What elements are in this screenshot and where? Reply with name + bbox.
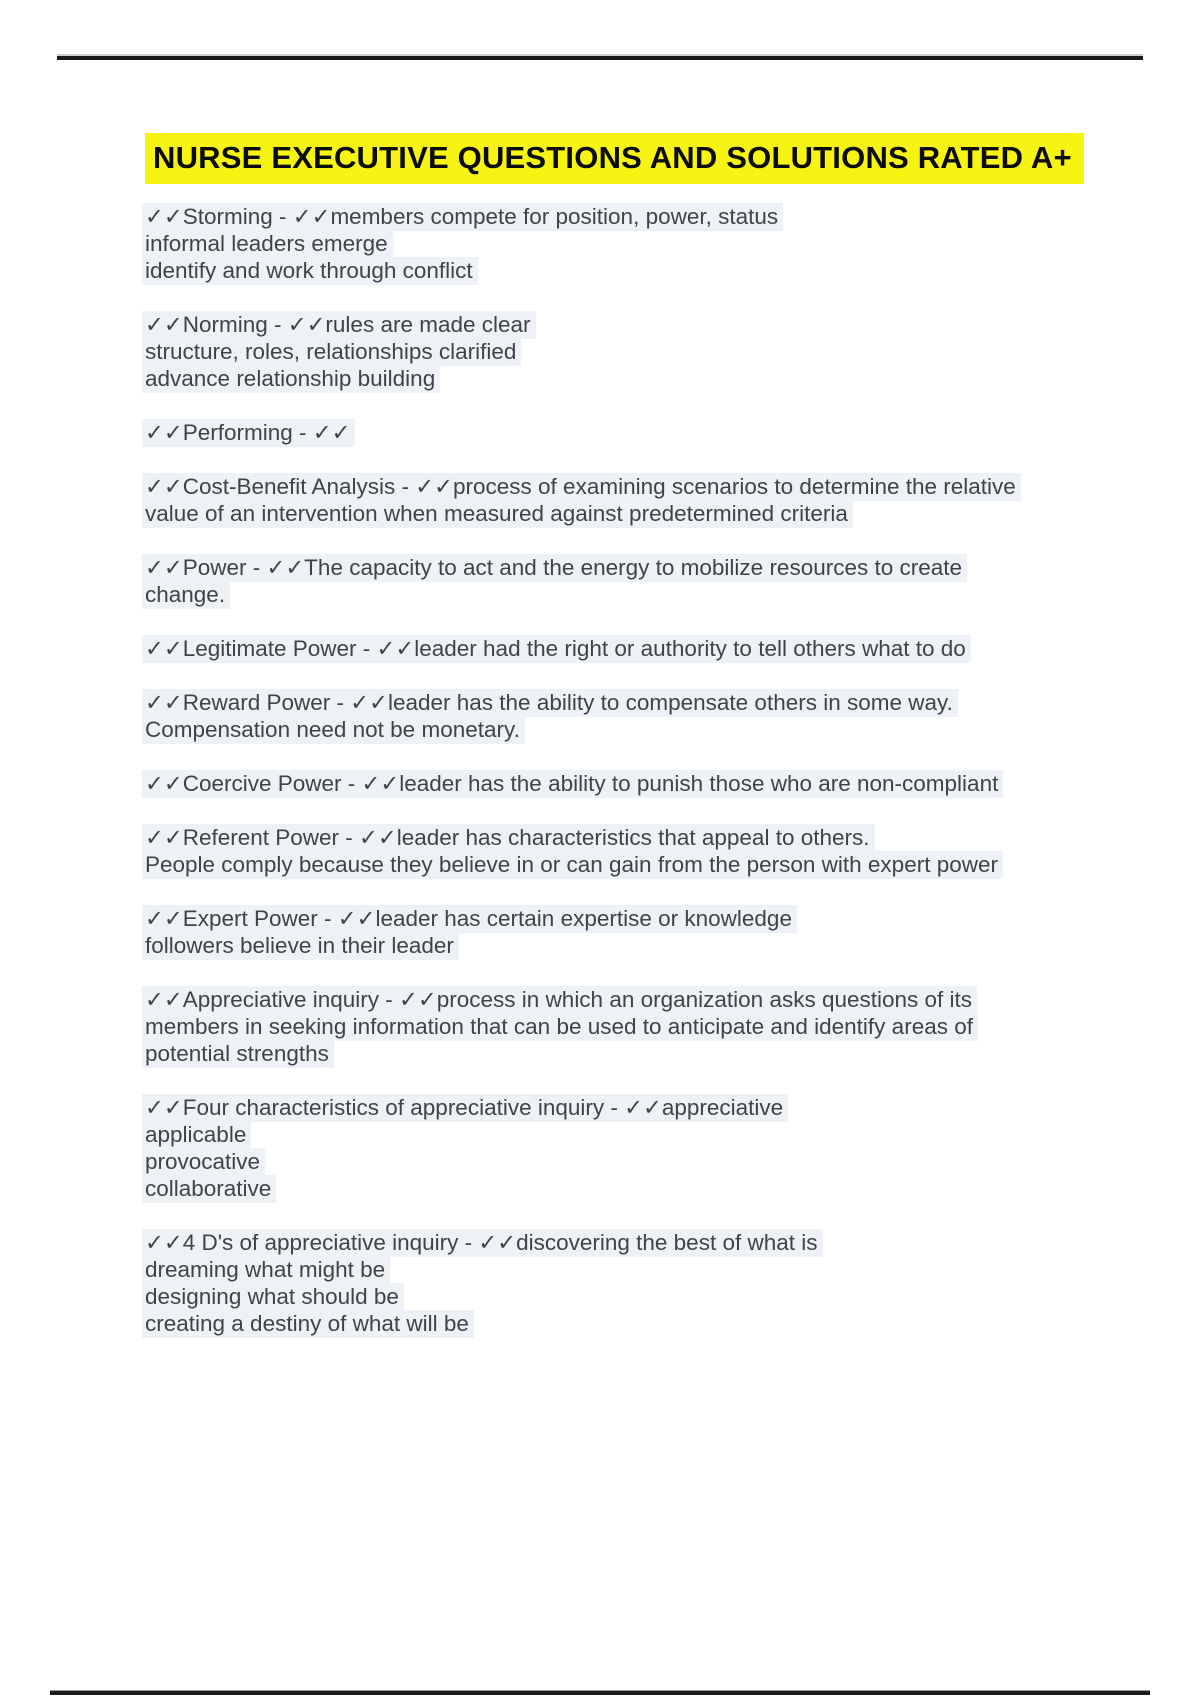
qa-line-text: informal leaders emerge [142,230,393,258]
qa-line [145,365,1155,392]
qa-item [145,1229,1155,1337]
qa-list [145,203,1155,1337]
qa-line-text: ✓✓Storming - ✓✓members compete for position, power, status [142,203,783,231]
qa-line [145,770,1155,797]
qa-line-text: applicable [142,1121,251,1149]
qa-line-text: designing what should be [142,1283,404,1311]
qa-item [145,554,1155,608]
page-content [145,133,1155,1364]
qa-line-text: ✓✓Expert Power - ✓✓leader has certain expertise or knowledge [142,905,797,933]
qa-line-text: creating a destiny of what will be [142,1310,474,1338]
qa-line-text: advance relationship building [142,365,440,393]
qa-line-text: ✓✓Four characteristics of appreciative inquiry - ✓✓appreciative [142,1094,788,1122]
qa-line-text: ✓✓Coercive Power - ✓✓leader has the ability to punish those who are non-compliant [142,770,1003,798]
qa-line [145,581,1155,608]
qa-line-text: potential strengths [142,1040,334,1068]
qa-line [145,500,1155,527]
page-title: NURSE EXECUTIVE QUESTIONS AND SOLUTIONS RATED A+ [145,133,1084,184]
qa-line-text: dreaming what might be [142,1256,390,1284]
qa-line [145,824,1155,851]
qa-line [145,986,1155,1013]
qa-line-text: ✓✓Norming - ✓✓rules are made clear [142,311,536,339]
qa-line-text: ✓✓Reward Power - ✓✓leader has the ability to compensate others in some way. [142,689,958,717]
qa-item [145,689,1155,743]
qa-line [145,419,1155,446]
qa-item [145,905,1155,959]
qa-item [145,419,1155,446]
qa-line [145,554,1155,581]
qa-line [145,905,1155,932]
qa-line [145,1175,1155,1202]
bottom-divider-line [50,1691,1150,1695]
qa-line-text: provocative [142,1148,265,1176]
qa-line [145,1121,1155,1148]
qa-line [145,338,1155,365]
qa-line-text: ✓✓Power - ✓✓The capacity to act and the energy to mobilize resources to create [142,554,967,582]
qa-line [145,257,1155,284]
qa-line-text: followers believe in their leader [142,932,459,960]
qa-line-text: structure, roles, relationships clarified [142,338,521,366]
qa-line [145,230,1155,257]
qa-item [145,986,1155,1067]
qa-line-text: People comply because they believe in or can gain from the person with expert power [142,851,1003,879]
qa-line-text: identify and work through conflict [142,257,478,285]
qa-line [145,716,1155,743]
qa-line [145,1094,1155,1121]
qa-item [145,203,1155,284]
qa-line-text: change. [142,581,230,609]
qa-item [145,1094,1155,1202]
qa-line-text: ✓✓Referent Power - ✓✓leader has characteristics that appeal to others. [142,824,875,852]
qa-line-text: Compensation need not be monetary. [142,716,525,744]
qa-line-text: ✓✓4 D's of appreciative inquiry - ✓✓discovering the best of what is [142,1229,823,1257]
qa-line [145,1283,1155,1310]
qa-line-text: ✓✓Performing - ✓✓ [142,419,355,447]
qa-line [145,311,1155,338]
top-divider-line [57,56,1143,60]
qa-item [145,824,1155,878]
qa-item [145,311,1155,392]
qa-line [145,1013,1155,1040]
qa-line [145,635,1155,662]
qa-line [145,1229,1155,1256]
qa-line [145,1148,1155,1175]
qa-line-text: collaborative [142,1175,276,1203]
qa-line [145,689,1155,716]
qa-line [145,1040,1155,1067]
qa-line-text: members in seeking information that can be used to anticipate and identify areas of [142,1013,978,1041]
qa-line [145,932,1155,959]
qa-item [145,635,1155,662]
qa-line-text: ✓✓Cost-Benefit Analysis - ✓✓process of examining scenarios to determine the relative [142,473,1021,501]
qa-line [145,473,1155,500]
qa-line [145,203,1155,230]
qa-line [145,851,1155,878]
qa-line-text: value of an intervention when measured against predetermined criteria [142,500,853,528]
qa-item [145,473,1155,527]
qa-line-text: ✓✓Appreciative inquiry - ✓✓process in which an organization asks questions of its [142,986,977,1014]
qa-line [145,1256,1155,1283]
qa-line-text: ✓✓Legitimate Power - ✓✓leader had the right or authority to tell others what to do [142,635,971,663]
qa-line [145,1310,1155,1337]
qa-item [145,770,1155,797]
